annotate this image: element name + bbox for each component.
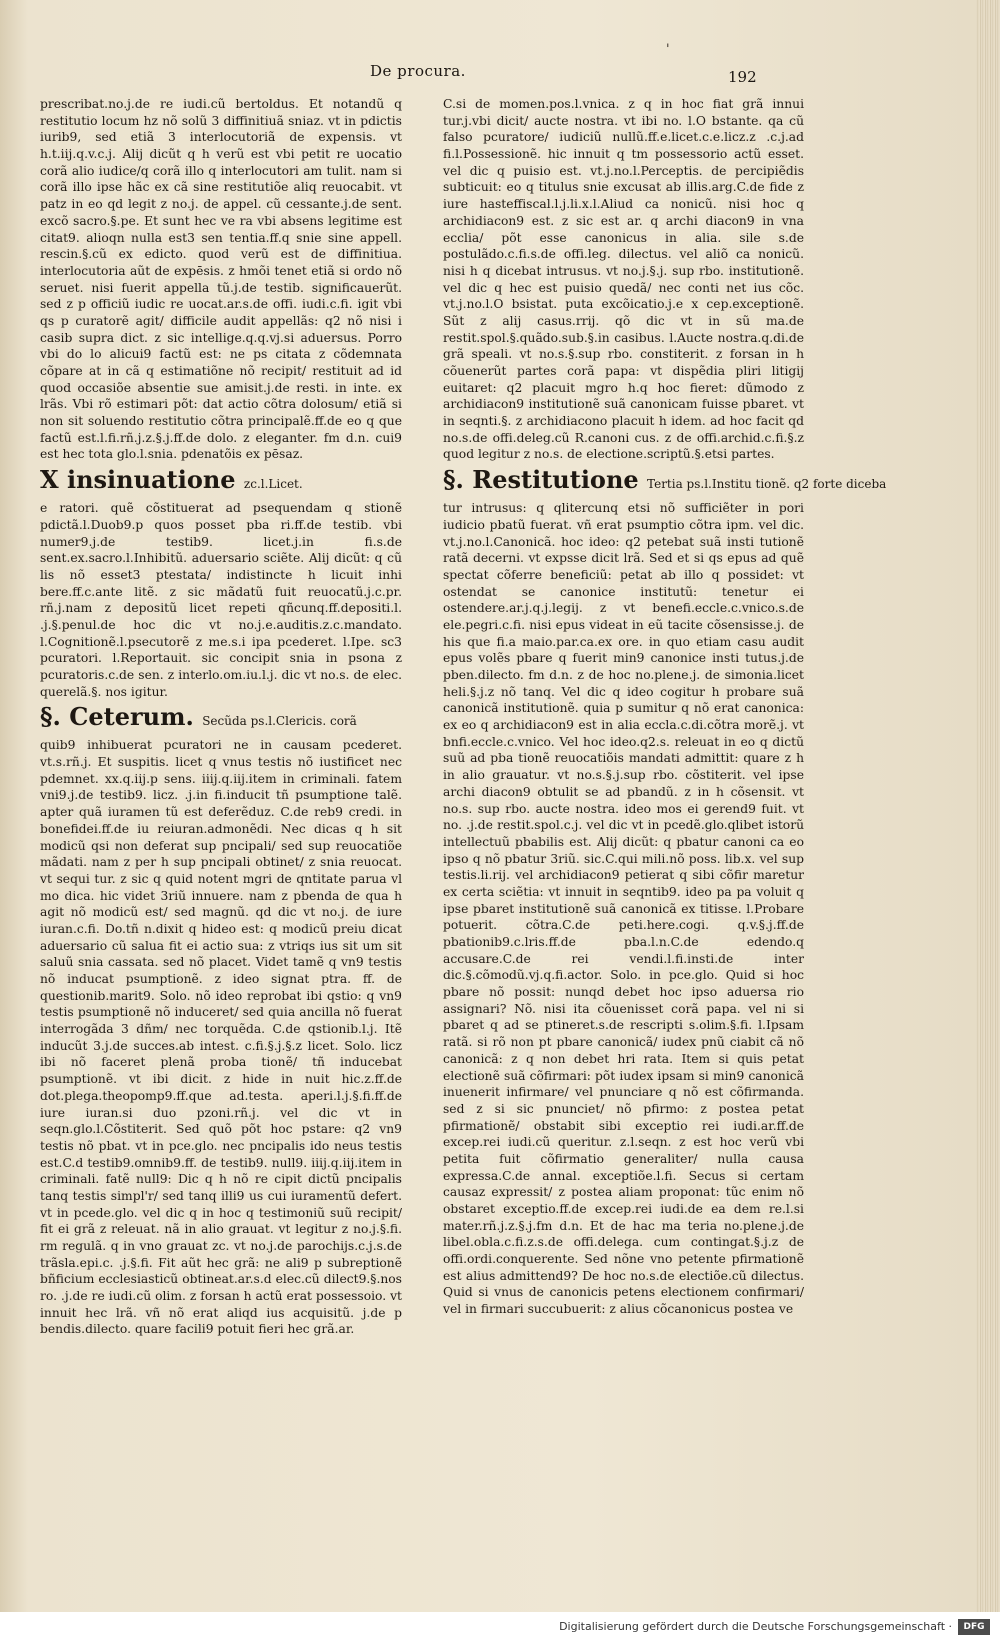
rubric-insinuatione xyxy=(40,466,402,498)
ink-mark: ' xyxy=(666,42,670,57)
rubric-restitutione xyxy=(443,465,887,498)
digitization-footer xyxy=(0,1612,1000,1644)
right-column xyxy=(443,96,887,1368)
running-head: De procura. xyxy=(370,62,466,80)
left-paragraph-1: prescribat.no.j.de re iudi.cũ bertoldus. Et notandũ q restitutio locum hz nõ solũ 3 diffinitiuã sniaz. vt in pdictis iurib9, sed etiã 3 interlocutoriã de expensis. vt h.t.iij.q.v.c.j. Alij dicũt q h verũ est vbi petit re uocatio corã alio iudice/q corã illo q interlocutori am tulit. nam si corã illo ipse hãc ex cã sine restitutiõe aliq reuocabit. vt patz in eo qd legit z no.j. de appel. cũ cessante.j.de sent. excõ sacro.§.pe. Et sunt hec ve ra vbi absens legitime est citat9. alioqn nulla est3 sen tentia.ff.q snie sine appell. rescin.§.cũ ex edicto. quod verũ est de diffinitiua. interlocutoria aũt de expēsis. z hmõi tenet etiã si ordo nõ seruet. nisi fuerit appella tũ.j.de testib. significauerũt. sed z p officiũ iudic re uocat.ar.s.de offi. iudi.c.fi. igit vbi qs p curatorẽ agit/ difficile audit appellãs: q2 nõ nisi i casib supra dict. z sic intellige.q.q.vj.si aduersus. Porro vbi do lo alicui9 factũ est: ne ps citata z cõdemnata cõpare at in cã q estimatiõne nõ recipit/ restituit ad id quod occasiõe absentie sue amisit.j.de resti. in inte. ex lrãs. Vbi rõ estimari põt: dat actio cõtra dolosum/ etiã si non sit soluendo restitutio cõtra principalẽ.ff.de eo q que factũ est.l.fi.rñ.j.z.§.j.ff.de dolo. z eleganter. fm d.n. cui9 est hec tota glo.l.snia. pdenatõis ex pēsaz. xyxy=(40,97,402,462)
right-paragraph-2: tur intrusus: q qlitercunq etsi nõ sufficiẽter in pori iudicio pbatũ fuerat. vñ erat psumptio cõtra ipm. vel dic. vt.j.no.l.Canonicã. hoc ideo: q2 petebat suã insti tutionẽ ratã decerni. vt expsse dicit lrã. Sed et si qs epus ad quẽ spectat cõferre beneficiũ: petat ab illo q possidet: vt ostendat se canonice institutũ: tenetur ei ostendere.ar.j.q.j.legij. z vt benefi.eccle.c.vnico.s.de ele.pegri.c.fi. nisi epus videat in eũ tacite cõsensisse.j. de his que fi.a maio.par.ca.ex ore. in quo etiam casu audit epus volẽs pbare q fuerit min9 canonice insti tutus.j.de pben.dilecto. fm d.n. z de hoc no.plene.j. de simonia.licet heli.§.j.z nõ tanq. Vel dic q ideo cogitur h probare suã canonicã institutionẽ. quia p sumitur q nõ erat canonica: ex eo q archidiacon9 est in alia eccla.c.di.cõtra morẽ.j. vt bnfi.eccle.c.vnico. Vel hoc ideo.q2.s. releuat in eo q dictũ suũ ad pba tionẽ reuocatiõis mandati admittit: quare z h in alio grauatur. vt no.s.§.j.sup rbo. cõstiterit. vel ipse archi diacon9 obtulit se ad pbandũ. z in h cõsensit. vt no.s. sup rbo. aucte nostra. ideo mos ei gerend9 fuit. vt no. .j.de restit.spol.c.j. vel dic vt in pcedẽ.glo.qlibet istorũ intellectuũ pbabilis est. Alij dicũt: q pbatur canoni ca eo ipso q nõ pbatur 3riũ. sic.C.qui mili.nõ poss. lib.x. vel sup testis.li.rij. vel archidiacon9 petierat q sibi cõfir maretur ex certa sciẽtia: vt innuit in seqntib9. ideo pa pa voluit q ipse pbaret institutionẽ suã canonicã ex titisse. l.Probare potuerit. cõtra.C.de peti.here.cogi. q.v.§.j.ff.de pbationib9.c.lris.ff.de pba.l.n.C.de edendo.q accusare.C.de rei vendi.l.fi.insti.de inter dic.§.cõmodũ.vj.q.fi.actor. Solo. in pce.glo. Quid si hoc pbare nõ possit: nunqd debet hoc ipso aduersa rio assignari? Nõ. nisi ita cõuenisset corã papa. vel ni si pbaret q ad se ptineret.s.de rescripti s.olim.§.fi. l.Ipsam ratã. si rõ non pt pbare canonicã/ iudex pnũ ciabit cã nõ canonicã: z q non debet hri rata. Item si quis petat electionẽ suã cõfirmari: põt iudex ipsam si min9 canonicã inuenerit infirmare/ vel pnunciare q nõ est cõfirmanda. sed z si sic pnunciet/ nõ pfirmo: z postea petat pfirmationẽ/ obstabit sibi exceptio rei iudi.ar.ff.de excep.rei iudi.cũ queritur. z.l.seqn. z est hoc verũ vbi petita fuit cõfirmatio generaliter/ nulla causa expressa.C.de annal. exceptiõe.l.fi. Secus si certam causaz expressit/ z postea aliam proponat: tũc enim nõ obstaret exceptio.ff.de excep.rei iudi.de ea dem re.l.si mater.rñ.j.z.§.j.fm d.n. Et de hac ma teria no.plene.j.de libel.obla.c.fi.z.s.de offi.delega. cum contingat.§.j.z de offi.ordi.conquerente. Sed nõne vno petente pfirmationẽ est alius admittend9? De hoc no.s.de electiõe.cũ dilectus. Quid si vnus de canonicis petens electionem confirmari/ vel in firmari succubuerit: z alius cõcanonicus postea ve xyxy=(443,501,804,1317)
folio-number: 192 xyxy=(728,68,757,86)
rubric-ceterum-tail: Secũda ps.l.Clericis. corã xyxy=(202,714,357,729)
right-paragraph-1: C.si de momen.pos.l.vnica. z q in hoc fiat grã innui tur.j.vbi dicit/ aucte nostra. vt ibi no. l.O bstante. qa cũ falso pcuratore/ iudiciũ nullũ.ff.e.licet.c.e.licz.z .c.j.ad fi.l.Possessionẽ. hic innuit q tm possessorio actũ esset. vel dic q puisio est. vt.j.no.l.Perceptis. de percipiẽdis subticuit: eo q titulus snie excusat ab illis.arg.C.de fide z iure hasteffiscal.l.j.li.x.l.Aliud ca nonicũ. nisi hoc q archidiacon9 est. z sic est ar. q archi diacon9 in vna ecclia/ põt esse canonicus in alia. sile s.de postulãdo.c.fi.s.de offi.leg. dilectus. vel aliõ ca nonicũ. nisi h q dicebat intrusus. vt no.j.§.j. sup rbo. institutionẽ. vel dic q hec est puisio quedã/ nec conti net ius cõc. vt.j.no.l.O bsistat. puta excõicatio.j.e x cep.exceptionẽ. Sũt z alij casus.rrij. qõ dic vt in sũ ma.de restit.spol.§.quãdo.sub.§.in casibus. l.Aucte nostra.q.di.de grã speali. vt no.s.§.sup rbo. constiterit. z forsan in h cõuenerũt partes corã papa: vt dispẽdia pliri litigij euitaret: q2 placuit mgro h.q hoc fieret: dũmodo z archidiacon9 institutionẽ suã canonicam fuisse pbaret. vt in seqnti.§. z archidiacono placuit h idem. ad hoc facit qd no.s.de offi.deleg.cũ R.canoni cus. z de offi.archid.c.fi.§.z quod legitur z no.s. de electione.scriptũ.§.etsi partes. xyxy=(443,97,804,462)
left-paragraph-2: e ratori. quẽ cõstituerat ad psequendam q stionẽ pdictã.l.Duob9.p quos posset pba ri.ff.de testib. vbi numer9.j.de testib9. licet.j.in fi.s.de sent.ex.sacro.l.Inhibitũ. aduersario sciẽte. Alij dicũt: q cũ lis nõ esset3 ptestata/ indistincte h licuit inhi bere.ff.c.ante litẽ. z sic mãdatũ fuit reuocatũ.j.c.pr. rñ.j.nam z depositũ licet repeti qñcunq.ff.depositi.l. .j.§.penul.de hoc dic vt no.j.e.auditis.z.c.mandato. l.Cognitionẽ.l.psecutorẽ z me.s.i ipa pcederet. l.Ipe. sc3 pcuratori. l.Reportauit. sic concipit snia in psona z pcuratoris.c.de sen. z interlo.om.iu.l.j. dic vt no.s. de elec. querelã.§. nos igitur. xyxy=(40,501,402,699)
page-fore-edge xyxy=(976,0,1000,1612)
rubric-insinuatione-tail: zc.l.Licet. xyxy=(243,477,303,492)
rubric-restitutione-tail: Tertia ps.l.Institu tionẽ. q2 forte diceba xyxy=(647,477,887,492)
left-column xyxy=(40,96,402,1412)
rubric-restitutione-title: §. Restitutione xyxy=(443,465,639,495)
rubric-insinuatione-title: X insinuatione xyxy=(40,465,236,495)
footer-credit-text: Digitalisierung gefördert durch die Deutsche Forschungsgemeinschaft · xyxy=(559,1620,952,1633)
rubric-ceterum xyxy=(40,703,402,735)
dfg-logo-icon: DFG xyxy=(958,1619,990,1635)
left-paragraph-3: quib9 inhibuerat pcuratori ne in causam pcederet. vt.s.rñ.j. Et suspitis. licet q vnus testis nõ iustificet nec pdemnet. xx.q.iij.p sens. iiij.q.iij.item in criminali. fatem vni9.j.de testib9. licz. .j.in fi.inducit tñ psumptione talẽ. apter quã iuramen tũ est deferẽduz. C.de reb9 credi. in bonefidei.ff.de iu reiuran.admonẽdi. Nec dicas q h sit modicũ qsi non deferat sup pncipali/ sed sup reuocatiõe mãdati. nam z per h sup pncipali obtinet/ z snia reuocat. vt sequi tur. z sic q quid notent mgri de qntitate parua vl mo dica. hic videt 3riũ innuere. nam z pbenda de qua h agit nõ modicũ est/ sed magnũ. qd dic vt no.j. de iure iuran.c.fi. Do.tñ n.dixit q hideo est: q modicũ preiu dicat aduersario cũ salua fit ei actio sua: z vtriqs ius sit um sit saluũ snia cassata. sed nõ placet. Videt tamẽ q vn9 testis nõ inducat psumptionẽ. z ideo signat ptra. ff. de questionib.marit9. Solo. nõ ideo reprobat ibi qstio: q vn9 testis psumptionẽ nõ induceret/ sed quia ancilla nõ fuerat interrogãda 3 dñm/ nec torquẽda. C.de qstionib.l.j. Itẽ inducũt 3.j.de succes.ab intest. c.fi.§.j.§.z licet. Solo. licz ibi nõ faceret plenã proba tionẽ/ tñ inducebat psumptionẽ. vt ibi dicit. z hide in nuit hic.z.ff.de dot.plega.theopomp9.ff.que ad.testa. aperi.l.j.§.fi.ff.de iure iuran.si duo pzoni.rñ.j. vel dic vt in seqn.glo.l.Cõstiterit. Sed quõ põt hoc pstare: q2 vn9 testis nõ pbat. vt in pce.glo. nec pncipalis ido neus testis est.C.d testib9.omnib9.ff. de testib9. null9. iiij.q.iij.item in criminali. fatẽ null9: Dic q h nõ re cipit dictũ pncipalis tanq testis simpl'r/ sed tanq illi9 us cui iuramentũ defert. vt in pcede.glo. vel dic q in hoc q testimoniũ suũ recipit/ fit ei grã z releuat. nã in alio grauat. vt legitur z no.j.§.fi. rm regulã. q in vno grauat zc. vt no.j.de parochijs.c.j.s.de trãsla.epi.c. .j.§.fi. Fit aũt hec grã: ne ali9 p subreptionẽ bñficium ecclesiasticũ obtineat.ar.s.d elec.cũ dilect9.§.nos ro. .j.de re iudi.cũ olim. z forsan h actũ erat possessoio. vt innuit hec lrã. vñ nõ erat aliqd ius acquisitũ. j.de p bendis.dilecto. quare facili9 potuit fieri hec grã.ar. xyxy=(40,738,402,1337)
rubric-ceterum-title: §. Ceterum. xyxy=(40,702,194,732)
